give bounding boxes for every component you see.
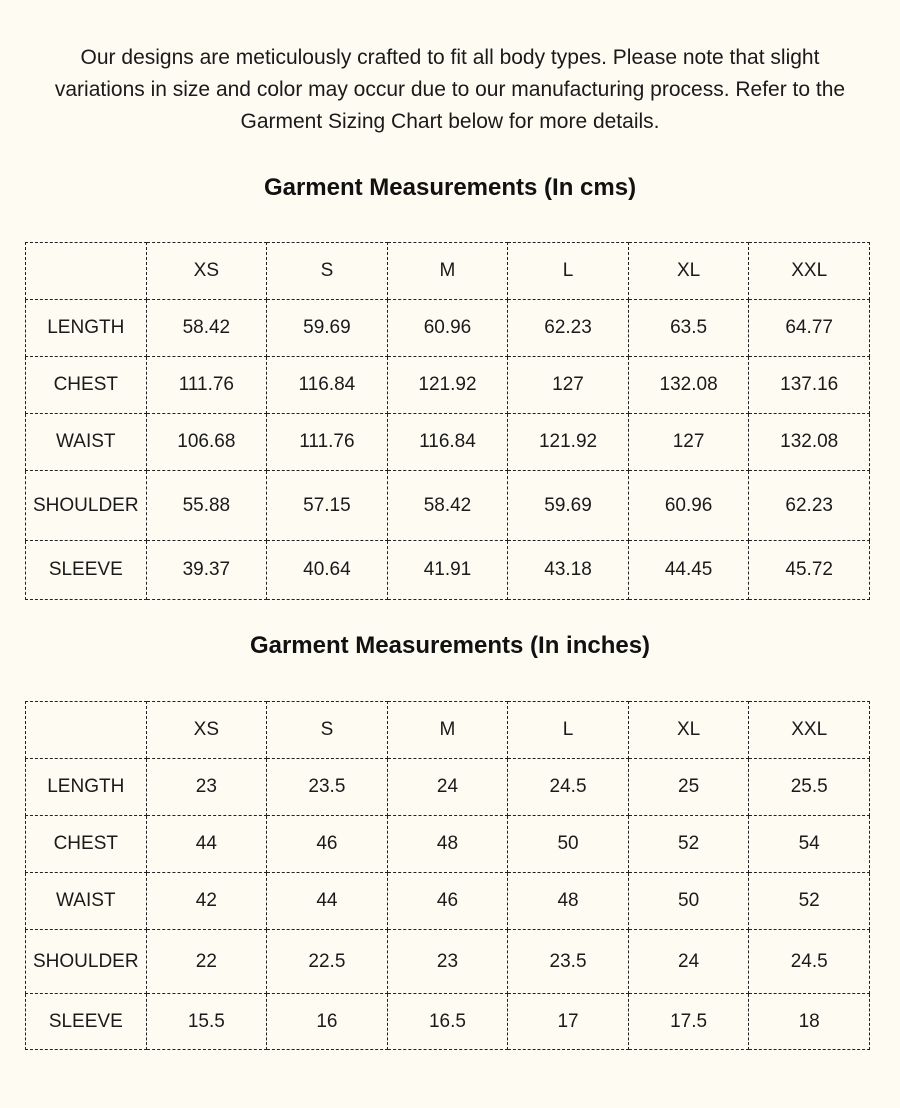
table-cell: 60.96: [387, 300, 508, 357]
header-cell: XXL: [749, 243, 870, 300]
table-cell: 22.5: [267, 930, 388, 994]
table-cell: 59.69: [508, 471, 629, 541]
table-cell: 116.84: [387, 414, 508, 471]
size-table-inches: [25, 701, 870, 1050]
table-cell: 132.08: [749, 414, 870, 471]
row-label: WAIST: [26, 873, 147, 930]
row-label: LENGTH: [26, 759, 147, 816]
header-cell: XL: [628, 702, 749, 759]
table-cell: 24.5: [749, 930, 870, 994]
cm-table-title: Garment Measurements (In cms): [263, 174, 637, 201]
header-row: [26, 702, 870, 759]
table-cell: 106.68: [146, 414, 267, 471]
row-label: WAIST: [26, 414, 147, 471]
header-cell: L: [508, 243, 629, 300]
table-cell: 25.5: [749, 759, 870, 816]
row-label: SHOULDER: [26, 471, 147, 541]
table-row: [26, 759, 870, 816]
header-cell: M: [387, 243, 508, 300]
intro-text: Our designs are meticulously crafted to fit all body types. Please note that slight variations in size and color may occur due to our manufacturing process. Refer to the Garment Sizing Chart below for more details.: [54, 46, 846, 133]
header-cell: XS: [146, 702, 267, 759]
header-row: [26, 243, 870, 300]
header-cell: [26, 702, 147, 759]
table-cell: 50: [628, 873, 749, 930]
table-cell: 52: [628, 816, 749, 873]
row-label: CHEST: [26, 816, 147, 873]
table-row: [26, 471, 870, 541]
table-cell: 45.72: [749, 541, 870, 600]
table-cell: 52: [749, 873, 870, 930]
table-cell: 48: [387, 816, 508, 873]
table-cell: 23.5: [267, 759, 388, 816]
table-cell: 23.5: [508, 930, 629, 994]
table-cell: 42: [146, 873, 267, 930]
row-label: CHEST: [26, 357, 147, 414]
table-cell: 48: [508, 873, 629, 930]
header-cell: [26, 243, 147, 300]
inches-table-title: Garment Measurements (In inches): [249, 632, 651, 659]
table-cell: 58.42: [387, 471, 508, 541]
table-cell: 24: [628, 930, 749, 994]
header-cell: XS: [146, 243, 267, 300]
table-cell: 57.15: [267, 471, 388, 541]
table-cell: 44: [267, 873, 388, 930]
table-cell: 46: [267, 816, 388, 873]
table-cell: 60.96: [628, 471, 749, 541]
table-row: [26, 930, 870, 994]
table-cell: 59.69: [267, 300, 388, 357]
table-cell: 15.5: [146, 994, 267, 1050]
header-cell: XXL: [749, 702, 870, 759]
size-table-cm: [25, 242, 870, 600]
table-row: [26, 994, 870, 1050]
table-row: [26, 541, 870, 600]
table-cell: 121.92: [508, 414, 629, 471]
table-cell: 43.18: [508, 541, 629, 600]
header-cell: M: [387, 702, 508, 759]
table-cell: 18: [749, 994, 870, 1050]
table-cell: 64.77: [749, 300, 870, 357]
table-cell: 58.42: [146, 300, 267, 357]
table-cell: 24.5: [508, 759, 629, 816]
table-cell: 62.23: [749, 471, 870, 541]
table-cell: 41.91: [387, 541, 508, 600]
table-cell: 111.76: [267, 414, 388, 471]
table-cell: 132.08: [628, 357, 749, 414]
table-row: [26, 414, 870, 471]
table-cell: 55.88: [146, 471, 267, 541]
table-cell: 116.84: [267, 357, 388, 414]
table-cell: 40.64: [267, 541, 388, 600]
table-cell: 23: [387, 930, 508, 994]
table-cell: 16: [267, 994, 388, 1050]
table-cell: 44.45: [628, 541, 749, 600]
table-cell: 121.92: [387, 357, 508, 414]
table-row: [26, 357, 870, 414]
table-cell: 24: [387, 759, 508, 816]
table-cell: 54: [749, 816, 870, 873]
table-cell: 44: [146, 816, 267, 873]
header-cell: S: [267, 243, 388, 300]
table-cell: 127: [508, 357, 629, 414]
table-row: [26, 816, 870, 873]
header-cell: S: [267, 702, 388, 759]
table-cell: 17: [508, 994, 629, 1050]
table-cell: 16.5: [387, 994, 508, 1050]
table-row: [26, 873, 870, 930]
table-cell: 22: [146, 930, 267, 994]
table-cell: 23: [146, 759, 267, 816]
table-cell: 39.37: [146, 541, 267, 600]
table-cell: 137.16: [749, 357, 870, 414]
row-label: SLEEVE: [26, 994, 147, 1050]
table-row: [26, 300, 870, 357]
table-cell: 46: [387, 873, 508, 930]
table-cell: 62.23: [508, 300, 629, 357]
table-cell: 25: [628, 759, 749, 816]
table-cell: 50: [508, 816, 629, 873]
row-label: SLEEVE: [26, 541, 147, 600]
row-label: LENGTH: [26, 300, 147, 357]
table-cell: 127: [628, 414, 749, 471]
table-cell: 17.5: [628, 994, 749, 1050]
row-label: SHOULDER: [26, 930, 147, 994]
table-cell: 63.5: [628, 300, 749, 357]
table-cell: 111.76: [146, 357, 267, 414]
header-cell: XL: [628, 243, 749, 300]
header-cell: L: [508, 702, 629, 759]
